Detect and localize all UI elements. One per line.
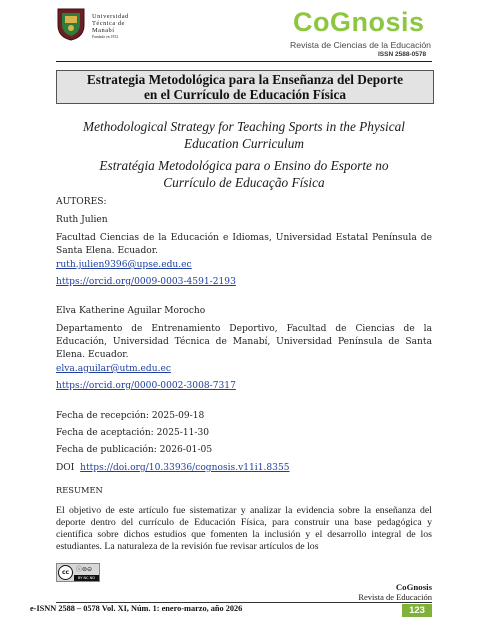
university-line-3: Manabí [92,27,115,35]
date-published: Fecha de publicación: 2026-01-05 [56,445,213,455]
cc-icon: cc [58,565,73,580]
abstract-heading: RESUMEN [56,485,103,495]
license-terms-label: BY NC ND [74,575,99,581]
english-title [56,118,432,152]
doi-label: DOI [56,463,75,473]
author-2-affiliation: Departamento de Entrenamiento Deportivo, Facultad de Ciencias de la Educación, Universidad Técnica de Manabí, Universidad Península de Santa Elena. Ecuador. [56,324,432,360]
date-received: Fecha de recepción: 2025-09-18 [56,411,205,421]
header-divider [56,61,432,62]
footer-issn-volume: e-ISNN 2588 – 0578 Vol. XI, Núm. 1: enero-marzo, año 2026 [30,604,243,613]
title-line-1: Estrategia Metodológica para la Enseñanza del Deporte [86,72,404,87]
journal-subtitle: Revista de Ciencias de la Educación [290,40,432,50]
footer-journal-subtitle: Revista de Educación [358,592,432,602]
article-title [87,72,403,102]
university-name [92,13,129,40]
authors-heading: AUTORES: [56,197,107,207]
author-1-affiliation: Facultad Ciencias de la Educación e Idiomas, Universidad Estatal Península de Santa Elena. Ecuador. [56,233,432,256]
author-1-orcid[interactable]: https://orcid.org/0009-0003-4591-2193 [56,277,236,287]
author-2-email[interactable]: elva.aguilar@utm.edu.ec [56,364,171,374]
university-line-2: Técnica de [92,20,125,28]
footer-journal-name: CoGnosis [395,582,432,592]
portuguese-title-line-1: Estratégia Metodológica para o Ensino do Esporte no [99,158,389,173]
portuguese-title [56,157,432,191]
doi-link[interactable]: https://doi.org/10.33936/cognosis.v11i1.8355 [80,463,290,473]
doi-line [56,462,432,475]
english-title-line-1: Methodological Strategy for Teaching Sports in the Physical [83,119,405,134]
author-2-name: Elva Katherine Aguilar Morocho [56,306,206,316]
license-terms-icons: ⓘ⊜⊝ [76,566,93,573]
journal-issn: ISSN 2588-0578 [378,51,427,58]
english-title-line-2: Education Curriculum [183,136,305,151]
title-line-2: en el Currículo de Educación Física [143,87,346,102]
page-number-badge: 123 [402,604,432,617]
university-founded: Fundada en 1952 [92,34,119,39]
author-1-email[interactable]: ruth.julien9396@upse.edu.ec [56,260,192,270]
article-title-box [56,70,434,104]
journal-logo: CoGnosis [293,7,425,37]
author-1-name: Ruth Julien [56,215,108,225]
university-line-1: Universidad [92,13,129,20]
author-2-orcid[interactable]: https://orcid.org/0000-0002-3008-7317 [56,381,236,391]
creative-commons-license-badge[interactable] [56,563,100,582]
date-accepted: Fecha de aceptación: 2025-11-30 [56,428,210,438]
abstract-text: El objetivo de este artículo fue sistematizar y analizar la evidencia sobre la enseñanza del deporte dentro del currículo de Educación Física, para construir una base pedagógica y científica sobre dichos estudios que fomenten la inclusión y el desarrollo integral de los estudiantes. La naturaleza de la revisión fue revisar artículos de los [56,505,432,552]
utm-crest-logo [56,7,86,41]
portuguese-title-line-2: Currículo de Educação Física [163,175,325,190]
footer-divider [56,602,432,603]
